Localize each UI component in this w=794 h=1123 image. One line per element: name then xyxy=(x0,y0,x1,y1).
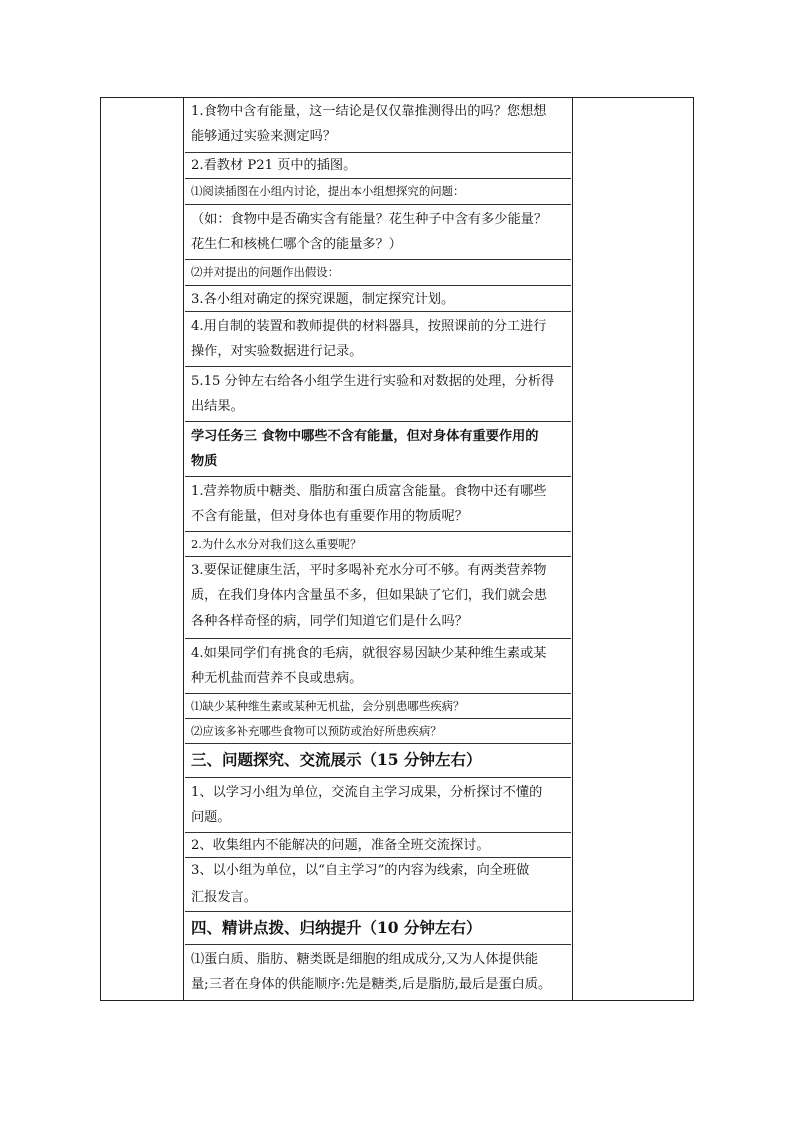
line: 2、收集组内不能解决的问题，准备全班交流探讨。 xyxy=(191,838,490,853)
line: 量;三者在身体的供能顺序:先是糖类,后是脂肪,最后是蛋白质。 xyxy=(191,977,552,992)
content-row xyxy=(185,477,571,532)
line: 1.食物中含有能量，这一结论是仅仅靠推测得出的吗？您想想 xyxy=(191,104,547,119)
content-row xyxy=(185,833,571,858)
line: ⑴蛋白质、脂肪、糖类既是细胞的组成成分,又为人体提供能 xyxy=(191,952,539,967)
content-row xyxy=(185,945,571,1000)
content-row xyxy=(185,422,571,477)
section-heading: 学习任务三 食物中哪些不含有能量，但对身体有重要作用的 xyxy=(191,429,539,444)
line: 3.要保证健康生活，平时多喝补充水分可不够。有两类营养物 xyxy=(191,563,547,578)
line: 1、以学习小组为单位，交流自主学习成果，分析探讨不懂的 xyxy=(191,785,543,800)
content-row xyxy=(185,260,571,286)
content-row xyxy=(185,858,571,912)
section-heading: 四、精讲点拨、归纳提升（10 分钟左右） xyxy=(191,918,482,937)
column-divider-right xyxy=(572,98,573,1000)
line: 汇报发言。 xyxy=(191,890,257,905)
content-row xyxy=(185,532,571,557)
content-row xyxy=(185,744,571,778)
line: ⑴缺少某种维生素或某种无机盐，会分别患哪些疾病？ xyxy=(191,699,465,713)
line: 问题。 xyxy=(191,810,231,825)
line: 3、以小组为单位，以“自主学习”的内容为线索，向全班做 xyxy=(191,863,530,878)
line: 2.为什么水分对我们这么重要呢？ xyxy=(191,537,362,551)
content-row xyxy=(185,153,571,179)
content-row xyxy=(185,286,571,312)
line: 2.看教材 P21 页中的插图。 xyxy=(191,158,357,173)
line: 3.各小组对确定的探究课题，制定探究计划。 xyxy=(191,292,455,307)
column-divider-left xyxy=(183,98,184,1000)
line: ⑴阅读插图在小组内讨论，提出本小组想探究的问题： xyxy=(191,184,465,198)
line: （如：食物中是否确实含有能量？花生种子中含有多少能量？ xyxy=(191,212,548,227)
content-row xyxy=(185,912,571,945)
content-row xyxy=(185,778,571,833)
content-row xyxy=(185,694,571,719)
line: 1.营养物质中糖类、脂肪和蛋白质富含能量。食物中还有哪些 xyxy=(191,484,547,499)
content-row xyxy=(185,312,571,367)
line: 4.如果同学们有挑食的毛病，就很容易因缺少某种维生素或某 xyxy=(191,646,547,661)
line: 出结果。 xyxy=(191,399,244,414)
content-row xyxy=(185,205,571,260)
line: 能够通过实验来测定吗？ xyxy=(191,129,337,144)
content-row xyxy=(185,367,571,422)
line: ⑵应该多补充哪些食物可以预防或治好所患疾病？ xyxy=(191,724,442,738)
line: 各种各样奇怪的病，同学们知道它们是什么吗？ xyxy=(191,614,468,629)
content-row xyxy=(185,719,571,744)
line: ⑵并对提出的问题作出假设： xyxy=(191,265,340,279)
line: 花生仁和核桃仁哪个含的能量多？） xyxy=(191,237,402,252)
section-heading: 三、问题探究、交流展示（15 分钟左右） xyxy=(191,750,482,769)
content-row xyxy=(185,98,571,153)
lesson-table xyxy=(100,97,694,1001)
section-heading: 物质 xyxy=(191,454,218,469)
line: 质，在我们身体内含量虽不多，但如果缺了它们，我们就会患 xyxy=(191,588,548,603)
content-row xyxy=(185,557,571,639)
line: 5.15 分钟左右给各小组学生进行实验和对数据的处理，分析得 xyxy=(191,374,555,389)
content-row xyxy=(185,179,571,205)
line: 不含有能量，但对身体也有重要作用的物质呢？ xyxy=(191,509,468,524)
content-row xyxy=(185,639,571,694)
line: 种无机盐而营养不良或患病。 xyxy=(191,671,363,686)
line: 操作，对实验数据进行记录。 xyxy=(191,344,363,359)
line: 4.用自制的装置和教师提供的材料器具，按照课前的分工进行 xyxy=(191,319,547,334)
